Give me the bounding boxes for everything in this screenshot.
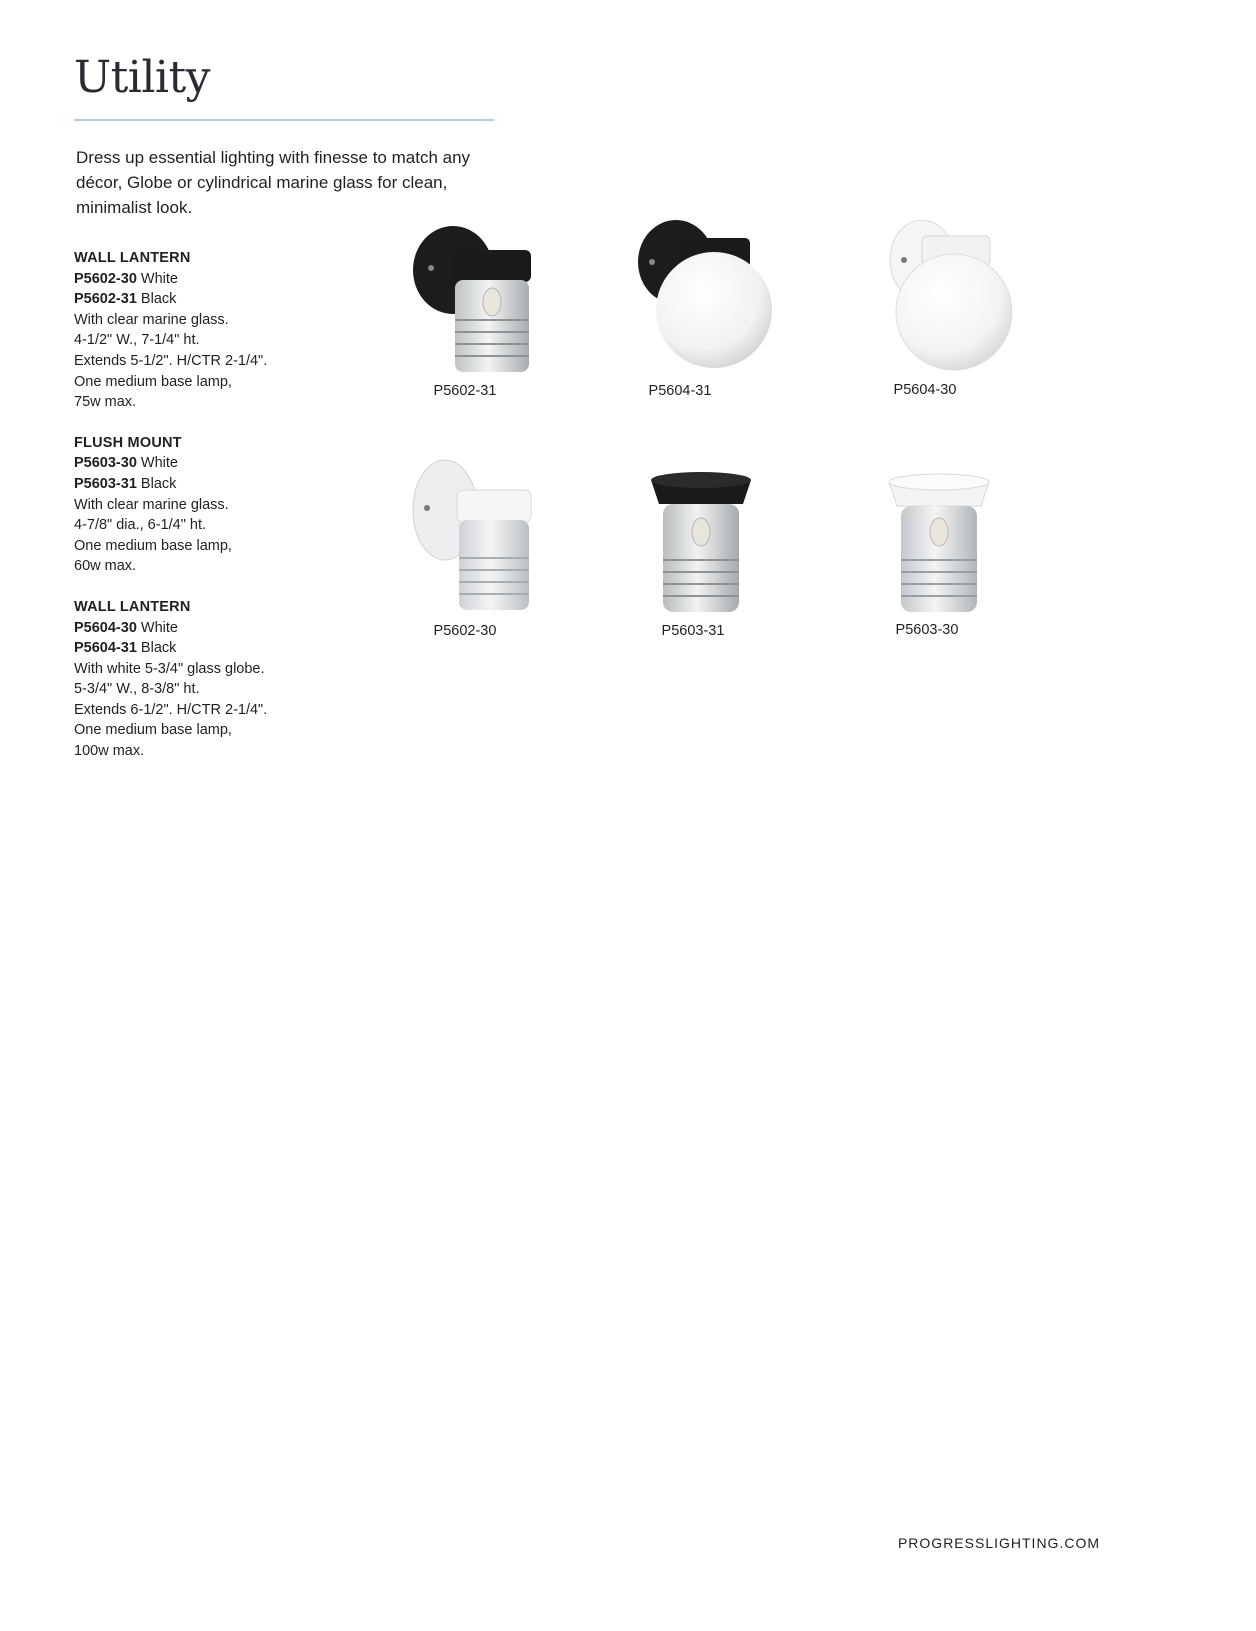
product-p5603-30 (838, 472, 1028, 622)
wall-lantern-globe-black-icon (630, 220, 790, 380)
spec-variant: P5604-30 White (74, 619, 178, 636)
spec-detail: Extends 5-1/2". H/CTR 2-1/4". (74, 352, 268, 369)
product-caption: P5603-30 (895, 622, 959, 638)
product-p5602-30 (380, 458, 570, 618)
product-caption: P5604-31 (648, 383, 712, 399)
spec-detail: With white 5-3/4" glass globe. (74, 660, 265, 677)
product-p5604-30 (862, 220, 1052, 380)
spec-variant: P5603-31 Black (74, 475, 177, 492)
spec-variant: P5603-30 White (74, 455, 178, 472)
page-title: Utility (74, 52, 211, 103)
spec-variant: P5602-30 White (74, 270, 178, 287)
product-p5603-31 (600, 470, 790, 620)
product-caption: P5602-30 (433, 623, 497, 639)
spec-detail: 4-1/2" W., 7-1/4" ht. (74, 332, 200, 349)
spec-detail: One medium base lamp, (74, 722, 232, 739)
footer-url: PROGRESSLIGHTING.COM (897, 1535, 1100, 1551)
product-caption: P5603-31 (661, 623, 725, 639)
wall-lantern-globe-white-icon (882, 220, 1032, 380)
spec-variant: P5604-31 Black (74, 640, 177, 657)
flush-mount-jar-white-icon (843, 472, 1023, 622)
spec-block-wall-lantern-p5604 (74, 597, 334, 762)
spec-detail: With clear marine glass. (74, 311, 229, 328)
spec-detail: 5-3/4" W., 8-3/8" ht. (74, 681, 200, 698)
spec-heading: FLUSH MOUNT (74, 434, 182, 451)
spec-detail: With clear marine glass. (74, 496, 229, 513)
wall-lantern-jar-black-icon (405, 222, 545, 382)
intro-text: Dress up essential lighting with finesse to match any décor, Globe or cylindrical marine glass for clean, minimalist look. (76, 148, 471, 217)
spec-detail: One medium base lamp, (74, 537, 232, 554)
product-caption: P5602-31 (433, 383, 497, 399)
spec-heading: WALL LANTERN (74, 250, 191, 266)
product-p5604-31 (615, 220, 805, 380)
spec-variant: P5602-31 Black (74, 291, 177, 308)
spec-detail: 100w max. (74, 743, 145, 760)
wall-lantern-jar-white-icon (405, 458, 545, 618)
spec-detail: 75w max. (74, 394, 137, 411)
spec-detail: One medium base lamp, (74, 373, 232, 390)
title-rule (74, 119, 494, 121)
spec-block-wall-lantern-p5602 (74, 248, 334, 413)
product-caption: P5604-30 (893, 382, 957, 398)
product-p5602-31 (380, 222, 570, 382)
spec-detail: 60w max. (74, 558, 137, 575)
flush-mount-jar-black-icon (605, 470, 785, 620)
spec-block-flush-mount-p5603 (74, 433, 334, 577)
spec-list (74, 248, 334, 782)
spec-detail: 4-7/8" dia., 6-1/4" ht. (74, 517, 207, 534)
spec-detail: Extends 6-1/2". H/CTR 2-1/4". (74, 701, 268, 718)
spec-heading: WALL LANTERN (74, 598, 191, 615)
